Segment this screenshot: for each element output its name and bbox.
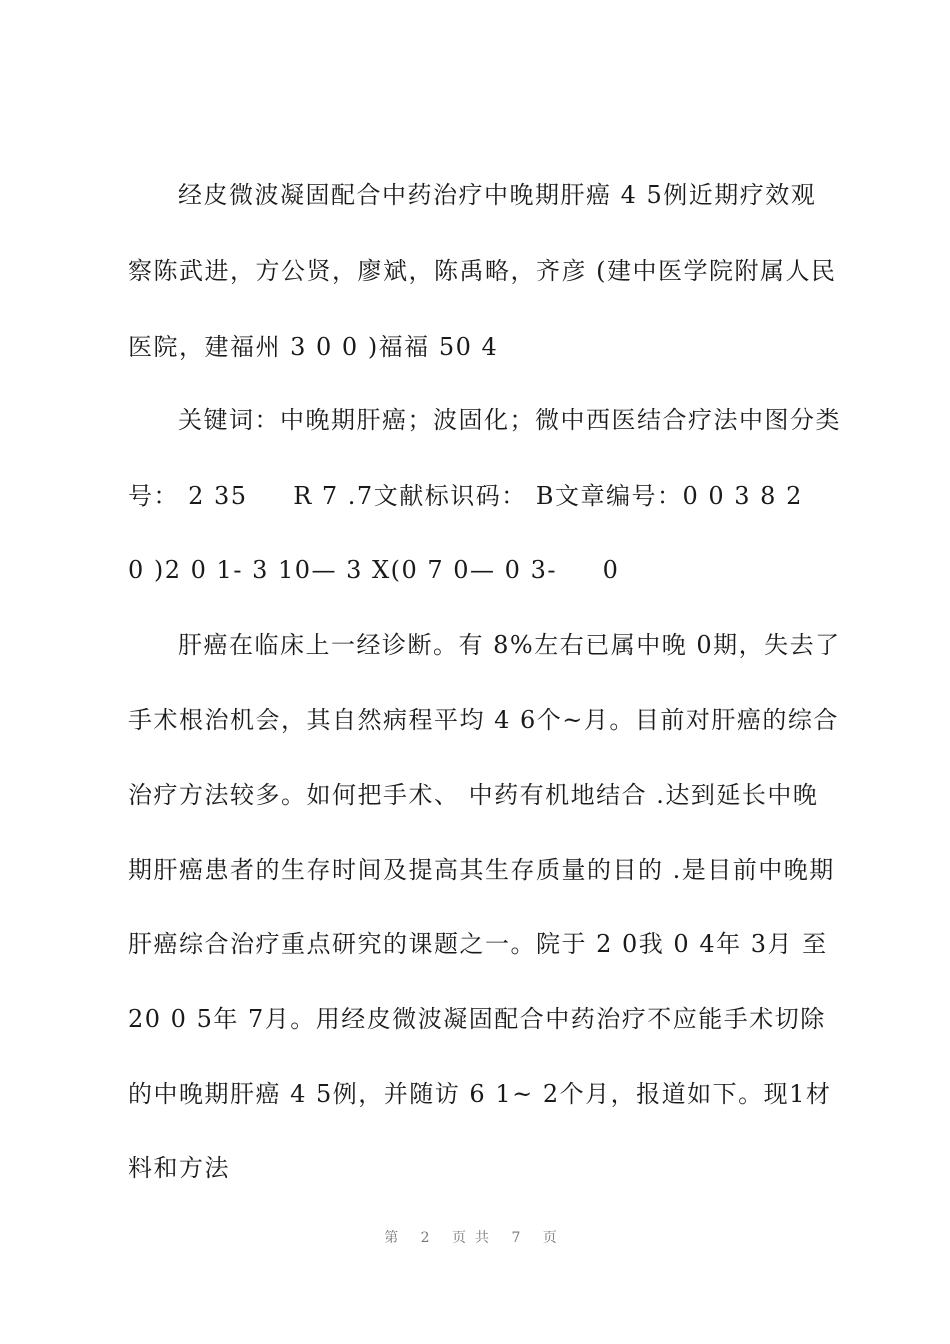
body-line-6: 20 0 5年 7月。用经皮微波凝固配合中药治疗不应能手术切除: [128, 1005, 826, 1033]
keywords-line-2: 号： 2 35 R 7 .7文献标识码： B文章编号：0 0 3 8 2: [128, 482, 803, 510]
title-line-2: 察陈武进，方公贤，廖斌，陈禹略，齐彦 (建中医学院附属人民: [128, 257, 837, 285]
body-line-3: 治疗方法较多。如何把手术、 中药有机地结合 .达到延长中晚: [128, 781, 819, 809]
body-line-8: 料和方法: [128, 1154, 230, 1182]
body-line-7: 的中晚期肝癌 4 5例，并随访 6 1~ 2个月，报道如下。现1材: [128, 1080, 832, 1108]
body-line-1: 肝癌在临床上一经诊断。有 8%左右已属中晚 0期，失去了: [178, 631, 841, 659]
body-line-5: 肝癌综合治疗重点研究的课题之一。院于 2 0我 0 4年 3月 至: [128, 930, 828, 958]
title-line-3: 医院，建福州 3 0 0 )福福 50 4: [128, 333, 499, 361]
body-line-2: 手术根治机会，其自然病程平均 4 6个~月。目前对肝癌的综合: [128, 706, 839, 734]
keywords-line-3: 0 )2 0 1- 3 10— 3 X(0 7 0— 0 3- 0: [128, 556, 620, 584]
title-line-1: 经皮微波凝固配合中药治疗中晚期肝癌 4 5例近期疗效观: [178, 181, 817, 209]
body-line-4: 期肝癌患者的生存时间及提高其生存质量的目的 .是目前中晚期: [128, 856, 835, 884]
keywords-line-1: 关键词：中晚期肝癌；波固化；微中西医结合疗法中图分类: [178, 406, 841, 434]
page-footer: 第 2 页共 7 页: [384, 1230, 566, 1246]
